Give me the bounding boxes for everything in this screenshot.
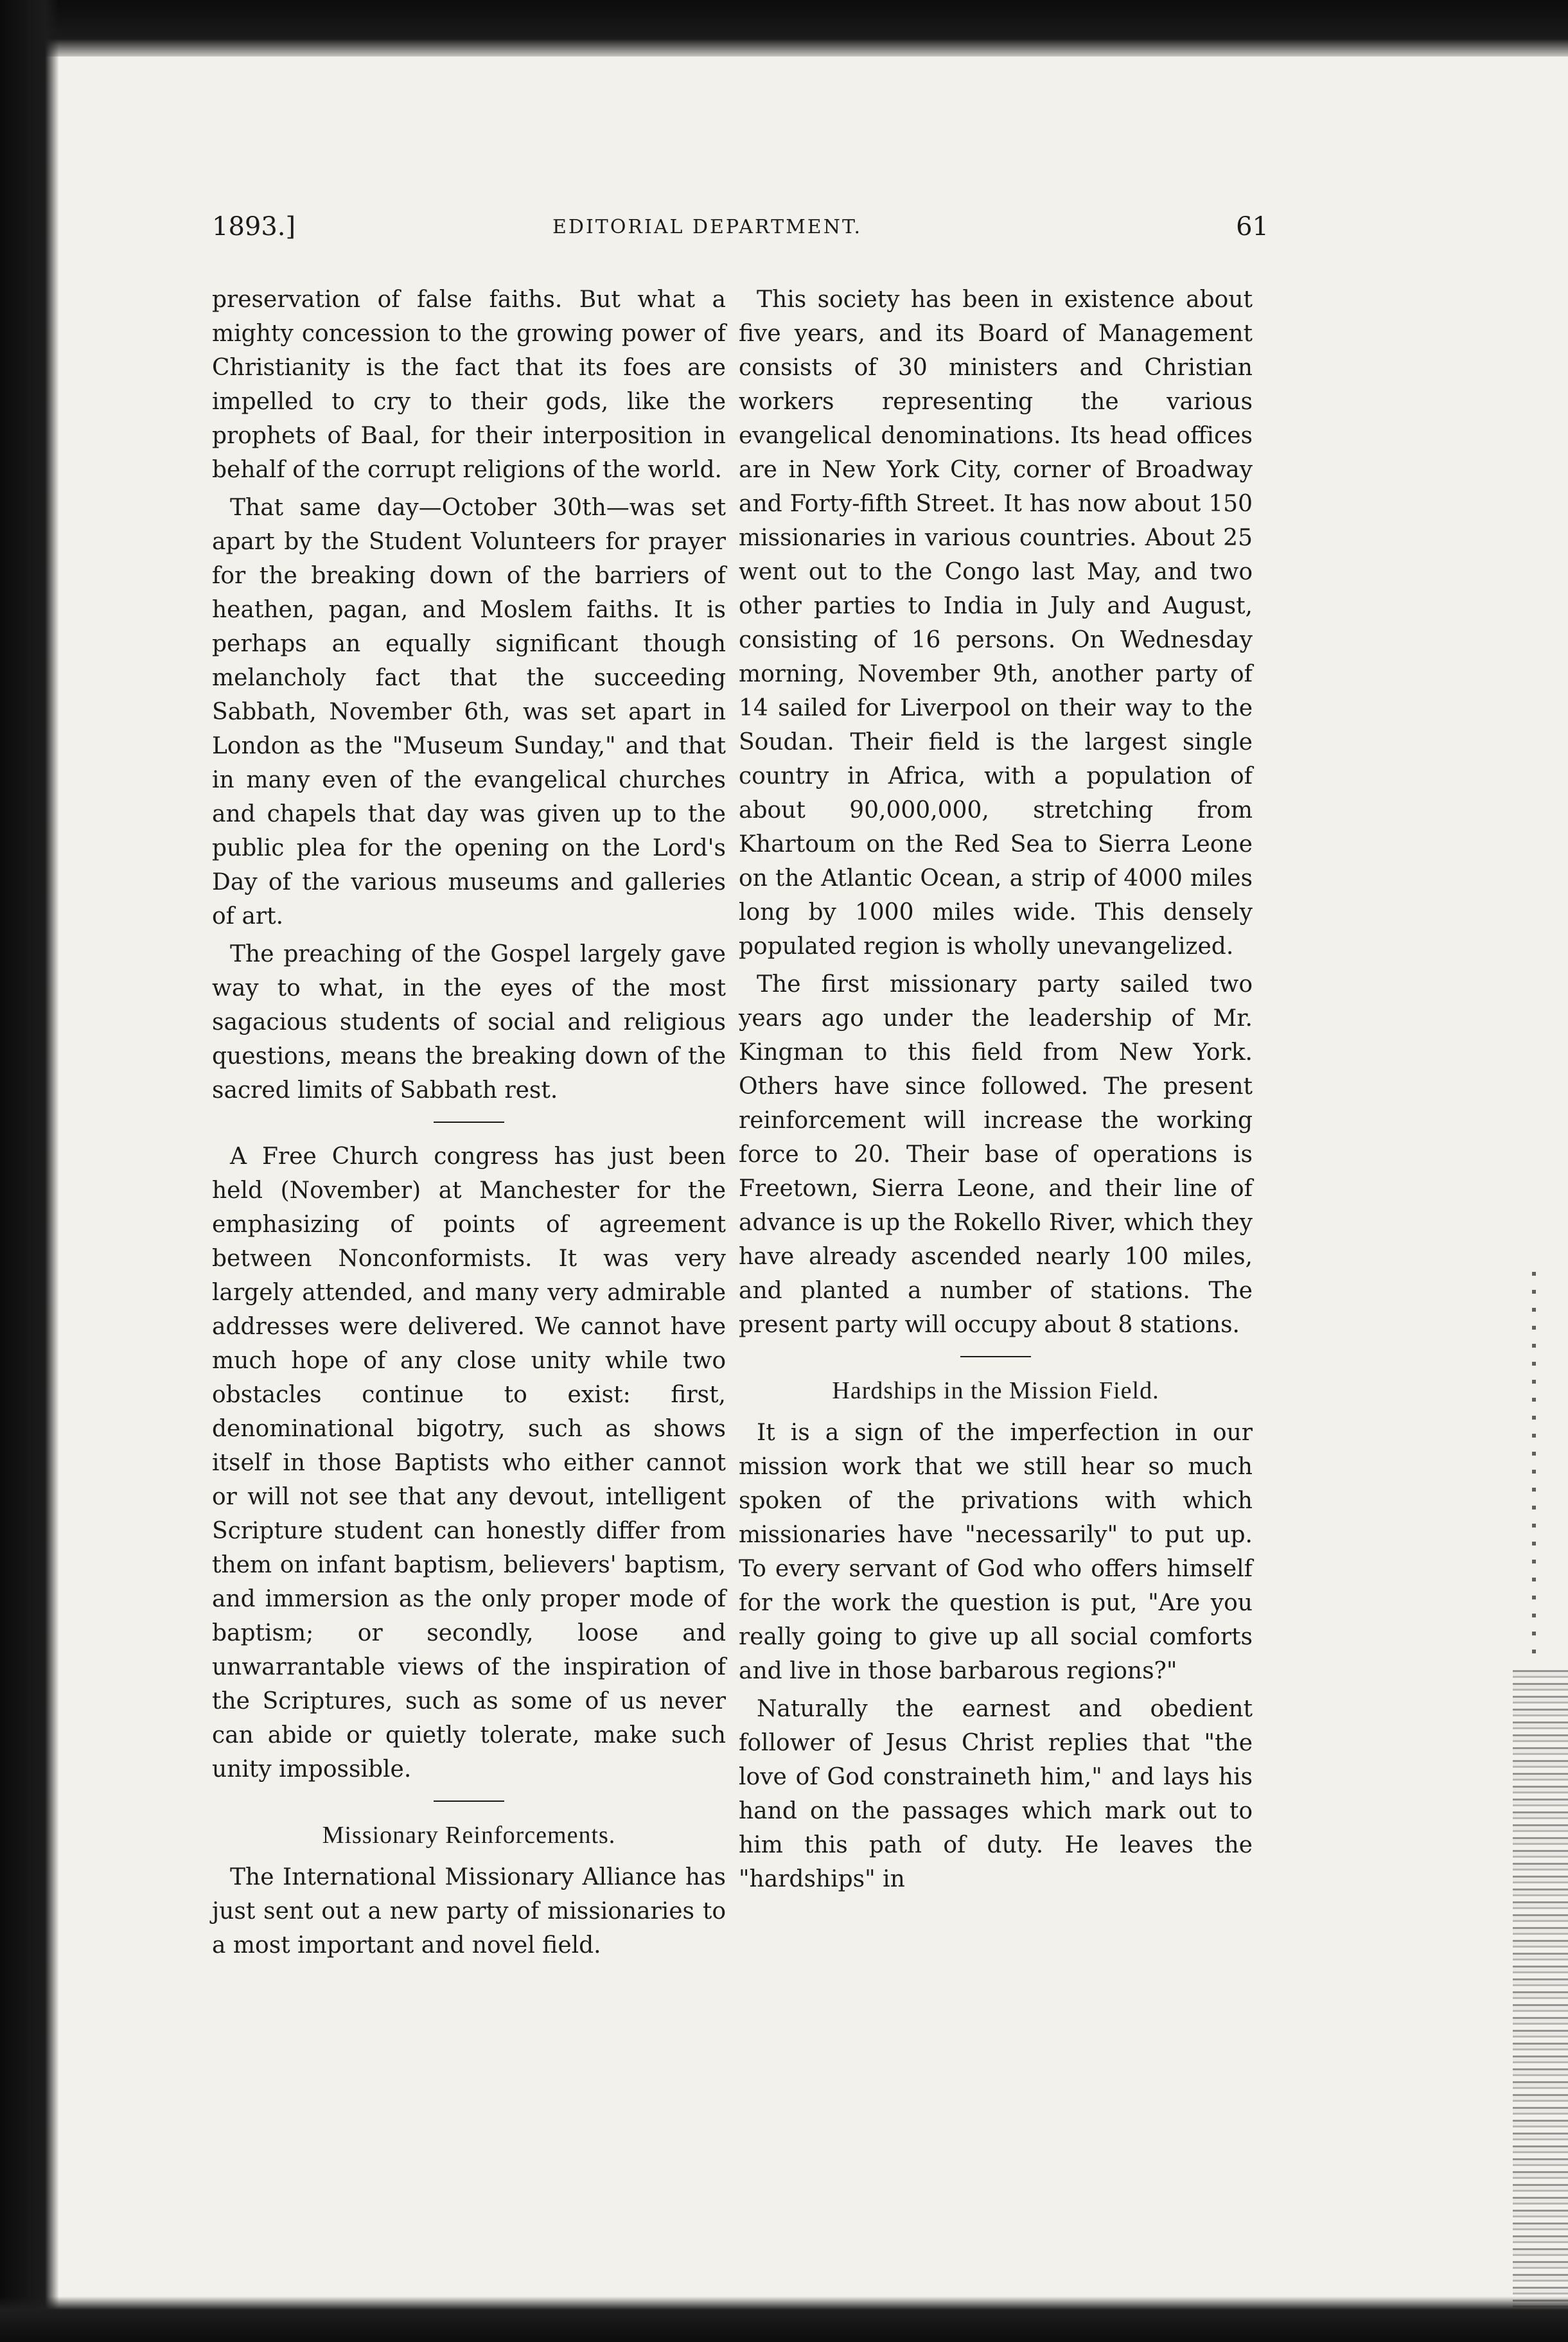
page-header	[212, 212, 1269, 251]
paragraph: Naturally the earnest and obedient follower of Jesus Christ replies that "the love of God constraineth him," and lays his hand on the passages which mark out to him this path of duty. He leaves the "hardships" in	[739, 1696, 1253, 1892]
section-heading: Missionary Reinforcements.	[322, 1822, 616, 1849]
section-divider	[434, 1122, 504, 1123]
paragraph: That same day—October 30th—was set apart by the Student Volunteers for prayer for the breaking down of the barriers of heathen, pagan, and Moslem faiths. It is perhaps an equally significant though melancholy fact that the succeeding Sabbath, November 6th, was set apart in London as the "Museum Sunday," and that in many even of the evangelical churches and chapels that day was given up to the public plea for the opening on the Lord's Day of the various museums and galleries of art.	[212, 495, 726, 929]
header-year: 1893.]	[212, 212, 296, 242]
scan-edge-noise	[1513, 1670, 1568, 2312]
paragraph: This society has been in existence about five years, and its Board of Management consists of 30 ministers and Christian workers representing the various evangelical denominations. Its head offices are in New York City, corner of Broadway and Forty-fifth Street. It has now about 150 missionaries in various countries. About 25 went out to the Congo last May, and two other parties to India in July and August, consisting of 16 persons. On Wednesday morning, November 9th, another party of 14 sailed for Liverpool on their way to the Soudan. Their field is the largest single country in Africa, with a population of about 90,000,000, stretching from Khartoum on the Red Sea to Sierra Leone on the Atlantic Ocean, a strip of 4000 miles long by 1000 miles wide. This densely populated region is wholly unevangelized.	[739, 286, 1253, 960]
paragraph: A Free Church congress has just been held (November) at Manchester for the emphasizing of points of agreement between Nonconformists. It was very largely attended, and many very admirable addresses were delivered. We cannot have much hope of any close unity while two obstacles continue to exist: first, denominational bigotry, such as shows itself in those Baptists who either cannot or will not see that any devout, intelligent Scripture student can honestly differ from them on infant baptism, believers' baptism, and immersion as the only proper mode of baptism; or secondly, loose and unwarrantable views of the inspiration of the Scriptures, such as some of us never can abide or quietly tolerate, make such unity impossible.	[212, 1143, 726, 1783]
scan-border-bottom	[0, 2296, 1568, 2342]
scan-border-top	[0, 0, 1568, 57]
section-heading: Hardships in the Mission Field.	[832, 1377, 1159, 1404]
paragraph: preservation of false faiths. But what a mighty concession to the growing power of Christianity is the fact that its foes are impelled to cry to their gods, like the prophets of Baal, for their interposition in behalf of the corrupt religions of the world.	[212, 286, 726, 483]
section-divider	[434, 1801, 504, 1802]
scan-border-left	[0, 0, 59, 2342]
scan-edge-dots	[1532, 1272, 1536, 1657]
right-column	[739, 283, 1253, 1896]
paragraph: The International Missionary Alliance has just sent out a new party of missionaries to a most important and novel field.	[212, 1864, 726, 1959]
left-column	[212, 283, 726, 1962]
section-divider	[960, 1356, 1031, 1357]
paragraph: It is a sign of the imperfection in our mission work that we still hear so much spoken of the privations with which missionaries have "necessarily" to put up. To every servant of God who offers himself for the work the question is put, "Are you really going to give up all social comforts and live in those barbarous regions?"	[739, 1420, 1253, 1684]
paragraph: The preaching of the Gospel largely gave way to what, in the eyes of the most sagacious students of social and religious questions, means the breaking down of the sacred limits of Sabbath rest.	[212, 941, 726, 1104]
page-number: 61	[1236, 212, 1269, 242]
paragraph: The first missionary party sailed two years ago under the leadership of Mr. Kingman to this field from New York. Others have since followed. The present reinforcement will increase the working force to 20. Their base of operations is Freetown, Sierra Leone, and their line of advance is up the Rokello River, which they have already ascended nearly 100 miles, and planted a number of stations. The present party will occupy about 8 stations.	[739, 971, 1253, 1338]
header-title: EDITORIAL DEPARTMENT.	[552, 216, 863, 238]
